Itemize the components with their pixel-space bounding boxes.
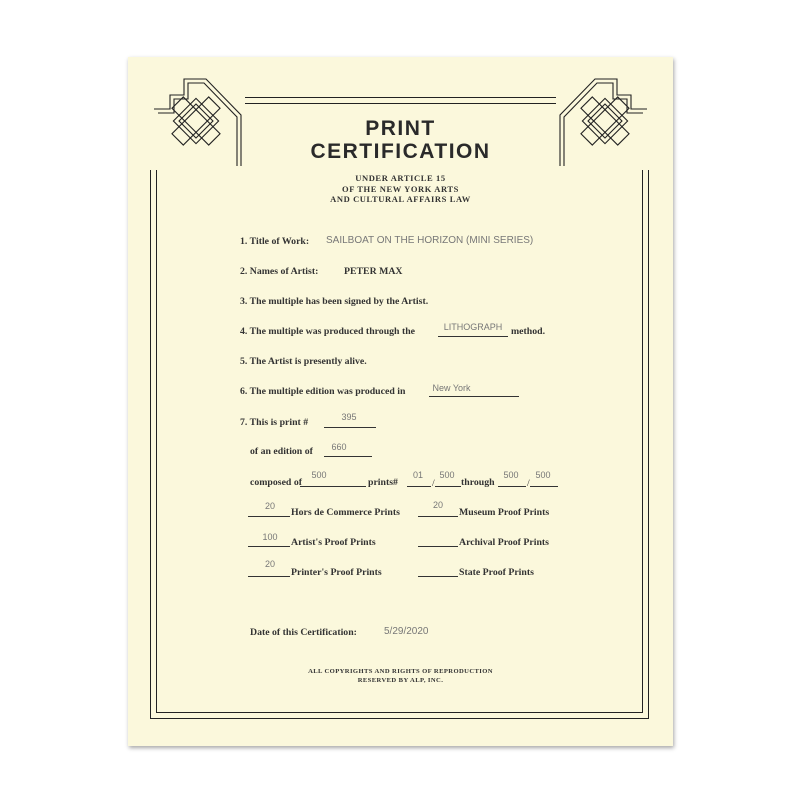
state-underline (418, 576, 458, 577)
certificate-sheet: PRINT CERTIFICATION UNDER ARTICLE 15 OF THE NEW YORK ARTS AND CULTURAL AFFAIRS LAW 1. Title of Work: SAILBOAT ON THE HORIZON (MINI SERIES) 2. Names of Artist: PETER MAX 3. The multiple has been signed by the Artist. 4. The multiple was produced through the LITHOGRAPH method. 5. The Artist is presently alive. 6. The multiple edition was produced in New York 7. This is print # 395 of an edition of 660 composed of 500 prints# 01 / 500 through 500 / 500 20 Hors de Commerce Prints 20 Museum Proof Prints 100 Artist's Proof Prints Archival Proof Prints 20 Printer's Proof Prints State Proof Prints Date of this Certification: 5/29/2020 ALL COPYRIGHTS AND RIGHTS OF REPRODUCTION RESERVED BY ALP, INC. (128, 57, 673, 746)
pp-label: Printer's Proof Prints (291, 567, 382, 578)
print-number-value: 395 (341, 412, 357, 422)
footer-line-2: RESERVED BY ALP, INC. (357, 677, 444, 684)
range-end-of-value: 500 (535, 470, 551, 480)
print-number-underline (324, 427, 376, 428)
range-end-underline (498, 486, 526, 487)
date-value: 5/29/2020 (384, 626, 429, 637)
artist-label: 2. Names of Artist: (240, 266, 319, 277)
state-label: State Proof Prints (459, 567, 534, 578)
place-prefix: 6. The multiple edition was produced in (240, 386, 406, 397)
ap-label: Artist's Proof Prints (291, 537, 376, 548)
range-start-underline (407, 486, 431, 487)
subtitle-line-1: UNDER ARTICLE 15 (355, 173, 446, 183)
hc-underline (248, 516, 290, 517)
method-prefix: 4. The multiple was produced through the (240, 326, 416, 337)
method-value: LITHOGRAPH (443, 322, 503, 332)
place-underline (429, 396, 519, 397)
subtitle (128, 173, 673, 205)
edition-value: 660 (331, 442, 347, 452)
method-suffix: method. (511, 326, 546, 337)
title-print: PRINT (365, 117, 436, 140)
museum-label: Museum Proof Prints (459, 507, 550, 518)
composed-value: 500 (311, 470, 327, 480)
museum-value: 20 (432, 500, 443, 510)
ap-value: 100 (262, 532, 278, 542)
range-end-of-underline (530, 486, 558, 487)
hc-value: 20 (264, 501, 275, 511)
range-start-of-underline (435, 486, 461, 487)
range-end-value: 500 (503, 470, 519, 480)
artist-alive-statement: 5. The Artist is presently alive. (240, 356, 367, 367)
artist-value: PETER MAX (344, 266, 403, 277)
through-label: through (461, 477, 495, 488)
print-number-label: 7. This is print # (240, 417, 309, 428)
subtitle-line-2: OF THE NEW YORK ARTS (341, 183, 460, 194)
ap-underline (248, 546, 290, 547)
archival-label: Archival Proof Prints (459, 537, 549, 548)
composed-underline (300, 486, 366, 487)
edition-underline (324, 456, 372, 457)
composed-label: composed of (250, 477, 302, 488)
signed-statement: 3. The multiple has been signed by the Artist. (240, 296, 429, 307)
hc-label: Hors de Commerce Prints (291, 507, 400, 518)
date-label: Date of this Certification: (250, 627, 357, 638)
prints-label: prints# (368, 477, 398, 488)
place-value: New York (432, 383, 471, 393)
subtitle-line-3: AND CULTURAL AFFAIRS LAW (330, 194, 471, 204)
method-underline (438, 336, 508, 337)
range-start-value: 01 (412, 470, 423, 480)
range-start-of-value: 500 (439, 470, 455, 480)
copyright-footer (128, 667, 673, 685)
museum-underline (418, 516, 458, 517)
title-of-work-label: 1. Title of Work: (240, 236, 310, 247)
title-of-work-value: SAILBOAT ON THE HORIZON (MINI SERIES) (326, 235, 534, 246)
pp-underline (248, 576, 290, 577)
edition-label: of an edition of (250, 446, 313, 457)
archival-underline (418, 546, 458, 547)
footer-line-1: ALL COPYRIGHTS AND RIGHTS OF REPRODUCTION (308, 668, 493, 675)
pp-value: 20 (264, 559, 275, 569)
title-certification: CERTIFICATION (310, 140, 491, 163)
